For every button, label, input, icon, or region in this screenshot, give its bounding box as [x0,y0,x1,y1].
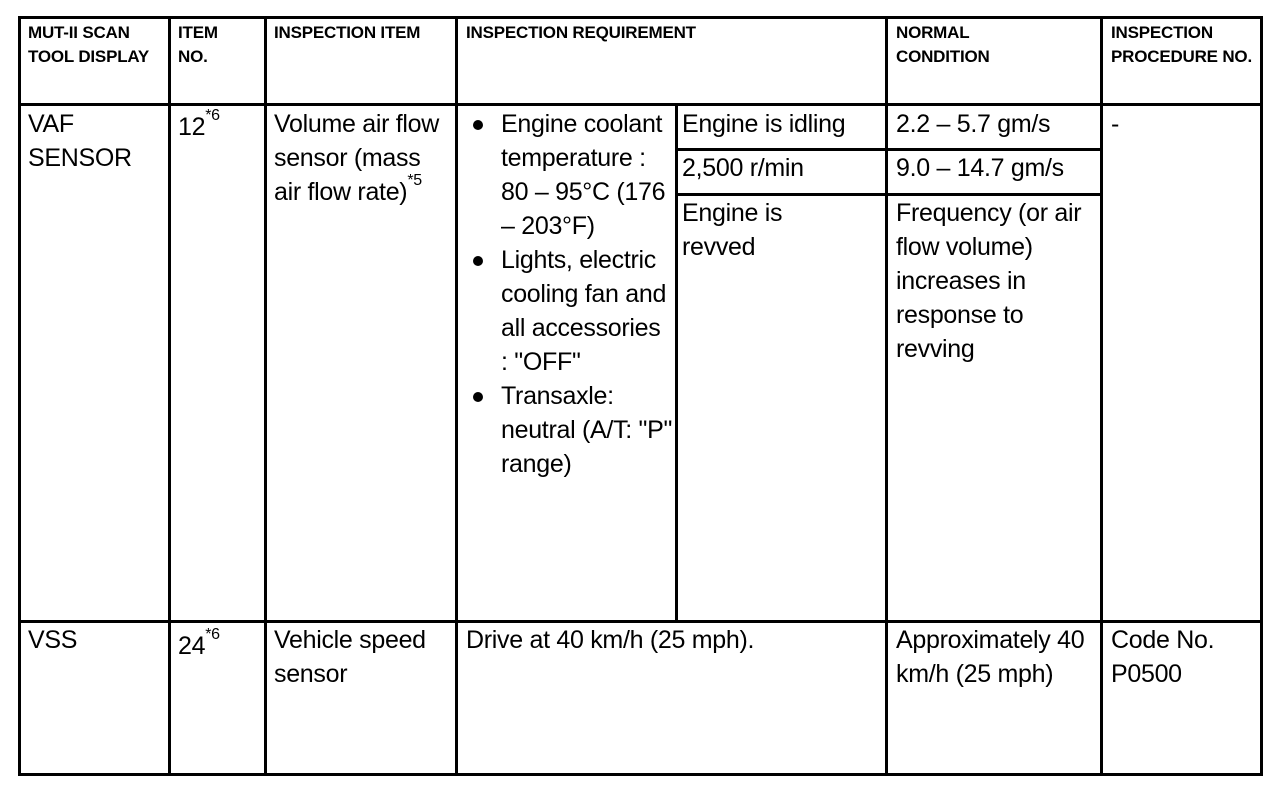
col-divider-3 [455,16,458,776]
row2-display: VSS [28,626,78,654]
col-divider-1 [168,16,171,776]
row1-state-2500: 2,500 r/min [682,154,804,182]
row1-item-no-value: 12 [178,113,206,141]
requirement-item: Transaxle: neutral (A/T: "P" range) [468,379,673,481]
row1-procedure-no: - [1111,110,1120,138]
row2-item-no-note: *6 [205,626,220,643]
header-divider [18,103,1263,106]
header-display: MUT-II SCAN TOOL DISPLAY [28,23,150,66]
table-border-right [1260,16,1263,776]
table-border-left [18,16,21,776]
row2-inspection-item: Vehicle speed sensor [274,626,426,688]
row1-item-no [178,107,262,144]
header-normal-condition: NORMAL CONDITION [896,23,990,66]
row1-item-no-note: *6 [205,107,220,124]
col-divider-2 [264,16,267,776]
header-procedure-no: INSPECTION PROCEDURE NO. [1111,23,1252,66]
requirements-list [468,107,673,481]
row1-display: VAF SENSOR [28,110,132,172]
row2-item-no [178,626,262,663]
row2-item-no-value: 24 [178,632,206,660]
table-border-top [18,16,1263,19]
requirement-item: Lights, electric cooling fan and all accessories : "OFF" [468,243,673,379]
row1-normal-2500: 9.0 – 14.7 gm/s [896,154,1064,182]
header-item-no: ITEM NO. [178,23,218,66]
row1-state-idling: Engine is idling [682,110,846,138]
row1-state-revved: Engine is revved [682,199,783,261]
header-inspection-item: INSPECTION ITEM [274,23,421,42]
header-inspection-requirement: INSPECTION REQUIREMENT [466,23,696,42]
row1-requirements [468,107,673,481]
row2-requirement: Drive at 40 km/h (25 mph). [466,626,755,654]
table-border-bottom [18,773,1263,776]
row2-procedure-no: Code No. P0500 [1111,626,1215,688]
row1-inspection-item-note: *5 [407,172,422,189]
row2-normal: Approximately 40 km/h (25 mph) [896,626,1085,688]
requirement-item: Engine coolant temperature : 80 – 95°C (176 – 203°F) [468,107,673,243]
row1-inspection-item [274,107,452,209]
row1-normal-revved: Frequency (or air flow volume) increases in response to revving [896,199,1082,363]
row1-normal-idling: 2.2 – 5.7 gm/s [896,110,1051,138]
row1-inspection-item-text: Volume air flow sensor (mass air flow rate) [274,110,440,206]
req-subdivider [675,103,678,623]
